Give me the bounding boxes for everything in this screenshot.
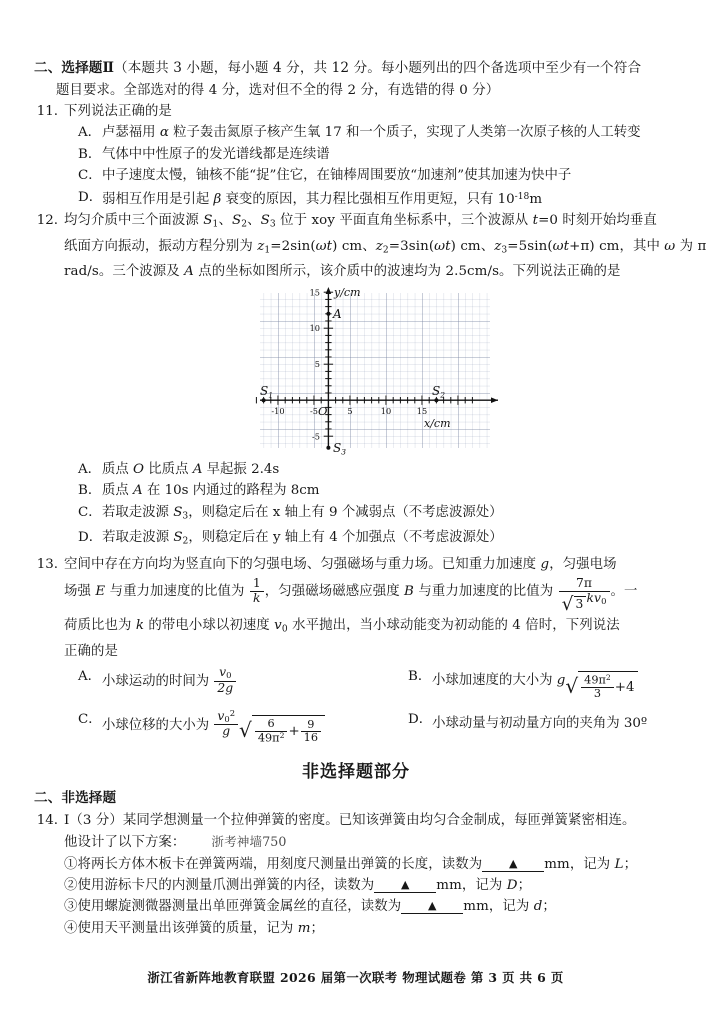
radicand-c bbox=[252, 715, 325, 747]
question-12-stem-line3 bbox=[64, 261, 706, 282]
q13-l2c: ，匀强磁场磁感应强度 bbox=[264, 584, 405, 600]
q13-option-label-b: B． bbox=[408, 669, 432, 685]
question-11-option-c bbox=[34, 165, 678, 186]
answer-blank-1[interactable]: ▲ bbox=[482, 857, 544, 872]
q12-z3-end: ) cm bbox=[589, 238, 620, 254]
q13-oc-den: g bbox=[222, 724, 231, 739]
q12-od-v1: S bbox=[173, 530, 183, 546]
frac2-kv: kv bbox=[586, 590, 602, 605]
y-axis-arrow bbox=[326, 287, 332, 294]
option-d-part2: 衰变的原因，其力程比强相互作用更短，只有 10 bbox=[221, 191, 515, 207]
q13-l3a: 荷质比也为 bbox=[64, 618, 136, 634]
frac1-denominator: k bbox=[253, 590, 261, 605]
q13-oc-num-v: v bbox=[217, 708, 225, 723]
q13-l2b: 与重力加速度的比值为 bbox=[105, 584, 249, 600]
section-2-heading-prefix: 二、选择题 bbox=[34, 60, 103, 76]
question-12-option-a bbox=[34, 459, 678, 480]
section-2-heading-paren-line1: （本题共 3 小题，每小题 4 分，共 12 分。每小题列出的四个备选项中至少有一个符合 bbox=[114, 60, 642, 76]
question-14-line2 bbox=[64, 831, 678, 853]
q14-i2c: ； bbox=[517, 878, 532, 894]
sqrt-expression-b bbox=[565, 671, 637, 703]
q13-option-text-b bbox=[432, 666, 638, 703]
question-12-number: 12. bbox=[36, 213, 58, 229]
point-s1 bbox=[262, 398, 266, 402]
q12-ob-v1: A bbox=[133, 483, 143, 499]
q12-option-text-c bbox=[102, 502, 503, 528]
question-12-stem-line2 bbox=[64, 236, 706, 262]
q12-point-a: A bbox=[184, 264, 194, 280]
q13-B-symbol: B bbox=[404, 584, 414, 600]
question-13-line3 bbox=[64, 615, 678, 641]
q12-z2-eq: =3sin( bbox=[388, 238, 435, 254]
q13-oc-f2-den: 49π bbox=[257, 731, 280, 745]
x-axis-label: x/cm bbox=[424, 416, 451, 430]
q12-z3: z bbox=[494, 238, 502, 254]
answer-blank-3[interactable]: ▲ bbox=[401, 899, 463, 914]
q13-oc-f2-den-sup: 2 bbox=[279, 730, 285, 740]
q13-ob-num-sup: 2 bbox=[605, 672, 611, 682]
q13-oc-f2-num: 6 bbox=[255, 718, 288, 732]
question-11-option-b bbox=[34, 144, 678, 165]
fraction-7pi-over-sqrt3kv0 bbox=[559, 577, 610, 615]
option-text-c: 中子速度太慢，铀核不能“捉”住它，在铀棒周围要放“加速剂”使其加速为快中子 bbox=[102, 168, 572, 184]
question-13-option-a bbox=[78, 666, 408, 703]
question-12-option-d bbox=[34, 527, 678, 553]
point-a bbox=[326, 312, 330, 316]
frac1-numerator: 1 bbox=[250, 577, 264, 592]
q13-ob-text: 小球加速度的大小为 bbox=[432, 673, 557, 689]
q13-l1-end: ，匀强电场 bbox=[549, 557, 617, 573]
part-2-title: 非选择题部分 bbox=[302, 762, 410, 783]
q14-l1: 某同学想测量一个拉伸弹簧的密度。已知该弹簧由均匀合金制成，每匝弹簧紧密相连。 bbox=[122, 812, 636, 828]
svg-text:10: 10 bbox=[309, 322, 320, 333]
question-13-line2 bbox=[64, 575, 678, 615]
option-label-c: C． bbox=[78, 168, 102, 184]
q12-l2b: ，其中 bbox=[619, 238, 665, 254]
question-12 bbox=[34, 210, 707, 283]
q12-option-label-b: B． bbox=[78, 483, 102, 499]
non-choice-section-heading: 二、非选择题 bbox=[34, 790, 117, 807]
question-14-item-3 bbox=[64, 896, 678, 917]
q14-roman: Ⅰ bbox=[64, 812, 70, 828]
question-14-item-4 bbox=[64, 918, 678, 939]
q14-i2b: mm，记为 bbox=[436, 878, 507, 894]
radical-sign-b: √ bbox=[565, 673, 579, 698]
q14-i1a: ①将两长方体木板卡在弹簧两端，用刻度尺测量出弹簧的长度，读数为 bbox=[64, 856, 483, 872]
option-d-unit: m bbox=[529, 191, 543, 207]
svg-text:-5: -5 bbox=[312, 431, 320, 442]
q13-option-label-a: A． bbox=[78, 669, 102, 685]
option-d-part1: 弱相互作用是引起 bbox=[102, 191, 214, 207]
q12-option-label-c: C． bbox=[78, 504, 102, 520]
q13-oa-num-sub: 0 bbox=[226, 670, 232, 681]
svg-text:5: 5 bbox=[314, 358, 320, 369]
q12-ob-pre: 质点 bbox=[102, 483, 134, 499]
plot-grid bbox=[260, 293, 490, 448]
question-11-option-d bbox=[34, 187, 678, 211]
point-s3-label: $S_3$ bbox=[333, 440, 347, 455]
frac2-numerator: 7π bbox=[559, 577, 610, 592]
point-s2 bbox=[434, 398, 438, 402]
option-text-a bbox=[102, 122, 641, 143]
question-13-options-row2 bbox=[34, 709, 678, 747]
q12-option-text-a bbox=[102, 459, 279, 480]
q13-l2a: 场强 bbox=[64, 584, 96, 600]
question-11-option-a bbox=[34, 122, 678, 143]
q12-s3-sub: 3 bbox=[269, 219, 276, 230]
origin-label: O bbox=[318, 403, 328, 418]
q12-sep1: 、 bbox=[218, 213, 232, 229]
fraction-9-over-16 bbox=[301, 719, 321, 745]
q13-oc-f3-den: 16 bbox=[303, 731, 318, 745]
fraction-v0sq-over-g bbox=[214, 709, 238, 739]
q12-sep2: 、 bbox=[247, 213, 261, 229]
frac2-kv-sub: 0 bbox=[601, 595, 607, 606]
q12-t-eq: =0 bbox=[538, 213, 559, 229]
svg-text:-5: -5 bbox=[310, 405, 318, 416]
radicand-b bbox=[578, 671, 637, 703]
q12-oc-pre: 若取走波源 bbox=[102, 504, 174, 520]
q14-i1c: ； bbox=[623, 856, 638, 872]
q12-s1-sub: 1 bbox=[212, 219, 219, 230]
q12-ob-post: 在 10s 内通过的路程为 8cm bbox=[142, 483, 320, 499]
point-s2-label: $S_2$ bbox=[432, 383, 446, 400]
point-s1-label: $S_1$ bbox=[260, 383, 274, 400]
question-14 bbox=[34, 810, 678, 939]
q12-l2c: 为 π bbox=[675, 238, 707, 254]
q12-t-symbol: t bbox=[532, 213, 539, 229]
q14-i2a: ②使用游标卡尺的内测量爪测出弹簧的内径，读数为 bbox=[64, 878, 375, 894]
q12-od-post: ，则稳定后在 y 轴上有 4 个加强点（不考虑波源处） bbox=[188, 530, 503, 546]
radical-sign: √ bbox=[561, 593, 574, 615]
q12-z1-sub: 1 bbox=[264, 245, 271, 256]
q13-g-symbol: g bbox=[540, 557, 550, 573]
q13-ob-g: g bbox=[556, 673, 566, 689]
section-2-heading bbox=[34, 58, 678, 80]
sqrt-3 bbox=[562, 595, 587, 616]
fraction-6-over-49pi2 bbox=[255, 718, 288, 745]
question-13-options-row1 bbox=[34, 666, 678, 703]
question-14-line1 bbox=[64, 810, 678, 831]
q12-s2: S bbox=[231, 213, 242, 229]
q12-option-text-d bbox=[102, 527, 503, 553]
q12-l2a: 纸面方向振动，振动方程分别为 bbox=[64, 238, 258, 254]
section-2-heading-numeral: Ⅱ bbox=[102, 60, 115, 76]
point-a-label: A bbox=[333, 306, 342, 321]
q12-l1c: 时刻开始均垂直 bbox=[558, 213, 657, 229]
q12-z2-end: ) cm bbox=[450, 238, 481, 254]
radical-sign-c: √ bbox=[239, 718, 252, 743]
question-14-item-2 bbox=[64, 875, 678, 896]
option-label-a: A． bbox=[78, 125, 102, 141]
q13-ob-plus: +4 bbox=[614, 679, 635, 695]
question-12-option-b bbox=[34, 480, 678, 501]
svg-text:5: 5 bbox=[347, 405, 353, 416]
q14-i1b: mm，记为 bbox=[544, 856, 615, 872]
q13-l2e: 。一 bbox=[610, 584, 638, 600]
fraction-49pi2-over-3 bbox=[581, 674, 614, 701]
page-content bbox=[34, 58, 707, 939]
q12-z2: z bbox=[375, 238, 383, 254]
q12-z3-sub: 3 bbox=[501, 245, 508, 256]
x-axis-arrow bbox=[491, 397, 498, 403]
question-13-option-b bbox=[408, 666, 678, 703]
q14-i3a: ③使用螺旋测微器测量出单匝弹簧金属丝的直径，读数为 bbox=[64, 899, 402, 915]
q13-oc-num-sup: 2 bbox=[229, 707, 236, 718]
q12-oa-v1: O bbox=[133, 461, 145, 477]
q12-z1-end: ) cm bbox=[332, 238, 363, 254]
q14-i3b: mm，记为 bbox=[463, 899, 534, 915]
q13-oa-text: 小球运动的时间为 bbox=[102, 674, 214, 690]
q13-option-label-c: C． bbox=[78, 711, 102, 727]
q12-option-label-d: D． bbox=[78, 530, 103, 546]
q12-z3-eq: =5sin( bbox=[507, 238, 553, 254]
q12-l3a: rad/s。三个波源及 bbox=[64, 264, 185, 280]
q13-l3b: 的带电小球以初速度 bbox=[144, 618, 275, 634]
q13-option-text-a bbox=[102, 666, 237, 703]
q12-s2-sub: 2 bbox=[241, 219, 248, 230]
q14-i3-var: d bbox=[533, 899, 543, 915]
q12-s1: S bbox=[203, 213, 213, 229]
q12-od-v1-sub: 2 bbox=[182, 536, 189, 547]
figure-wave-sources bbox=[34, 285, 678, 457]
question-13-option-d bbox=[408, 709, 678, 747]
option-label-d: D． bbox=[78, 189, 103, 205]
question-14-item-1 bbox=[64, 854, 678, 875]
option-d-exponent: -18 bbox=[514, 191, 530, 202]
q13-ob-den: 3 bbox=[593, 686, 602, 700]
question-13-line4: 正确的是 bbox=[64, 643, 118, 659]
q12-l3b: 点的坐标如图所示，该介质中的波速均为 2.5cm/s。下列说法正确的是 bbox=[193, 264, 621, 280]
section-2-heading-line2: 题目要求。全部选对的得 4 分，选对但不全的得 2 分，有选错的得 0 分） bbox=[56, 82, 500, 98]
svg-text:-10: -10 bbox=[271, 405, 285, 416]
q14-i4a: ④使用天平测量出该弹簧的质量，记为 bbox=[64, 920, 298, 936]
q13-v0-sub: 0 bbox=[281, 624, 288, 635]
q12-omega-sym: ω bbox=[664, 238, 676, 254]
q12-z3-plus: +π bbox=[569, 238, 590, 254]
q12-l1b: 位于 xoy 平面直角坐标系中，三个波源从 bbox=[275, 213, 533, 229]
q14-i1-var: L bbox=[614, 856, 624, 872]
option-text-d bbox=[102, 187, 542, 211]
q13-v0: v bbox=[274, 618, 282, 634]
option-a-part1: 卢瑟福用 bbox=[102, 125, 160, 141]
q13-oa-den: 2g bbox=[217, 680, 234, 695]
q12-omega3: ωt bbox=[552, 238, 570, 254]
q14-i3c: ； bbox=[542, 899, 556, 915]
question-11 bbox=[34, 101, 678, 122]
q12-sep3: 、 bbox=[362, 238, 376, 254]
q13-l2d: 与重力加速度的比值为 bbox=[414, 584, 558, 600]
q13-option-text-c bbox=[102, 709, 325, 747]
alpha-symbol: α bbox=[159, 125, 169, 141]
q13-ob-num: 49π bbox=[584, 673, 606, 687]
q12-option-label-a: A． bbox=[78, 461, 102, 477]
q12-z1: z bbox=[257, 238, 265, 254]
q12-z2-sub: 2 bbox=[382, 245, 389, 256]
q14-score: （3 分） bbox=[69, 812, 123, 828]
question-12-stem-line1 bbox=[64, 210, 706, 236]
svg-text:10: 10 bbox=[380, 405, 392, 416]
question-13-line1 bbox=[64, 554, 678, 575]
q12-oa-post: 早起振 2.4s bbox=[202, 461, 280, 477]
option-a-part2: 粒子轰击氮原子核产生氧 17 和一个质子，实现了人类第一次原子核的人工转变 bbox=[168, 125, 641, 141]
option-text-b: 气体中中性原子的发光谱线都是连续谱 bbox=[102, 146, 330, 162]
radicand: 3 bbox=[574, 596, 587, 612]
q14-i4c: ； bbox=[310, 920, 325, 936]
q13-oc-f3-num: 9 bbox=[301, 719, 321, 733]
q14-l2: 他设计了以下方案： bbox=[64, 835, 186, 851]
q14-i2-var: D bbox=[506, 878, 518, 894]
sqrt-expression-c bbox=[239, 715, 325, 747]
q14-i4-var: m bbox=[297, 920, 311, 936]
q13-k-symbol: k bbox=[135, 618, 145, 634]
q13-oc-plus: + bbox=[288, 724, 300, 740]
question-13-option-c bbox=[78, 709, 408, 747]
svg-text:15: 15 bbox=[416, 405, 428, 416]
wave-source-coordinate-plot bbox=[242, 285, 512, 455]
q12-oa-mid: 比质点 bbox=[144, 461, 193, 477]
y-axis-label: y/cm bbox=[334, 285, 361, 299]
page-footer: 浙江省新阵地教育联盟 2026 届第一次联考 物理试题卷 第 3 页 共 6 页 bbox=[147, 970, 564, 985]
question-11-stem: 下列说法正确的是 bbox=[64, 104, 172, 119]
q12-omega2: ωt bbox=[434, 238, 451, 254]
q13-oa-num-v: v bbox=[219, 665, 227, 680]
question-13-number: 13. bbox=[36, 557, 58, 573]
q12-sep4: 、 bbox=[480, 238, 495, 254]
q13-option-label-d: D． bbox=[408, 711, 433, 727]
q12-oa-pre: 质点 bbox=[102, 461, 134, 477]
q13-oc-text: 小球位移的大小为 bbox=[102, 717, 214, 733]
q12-z1-eq: =2sin( bbox=[270, 238, 316, 254]
question-12-option-c bbox=[34, 502, 678, 528]
q12-oc-v1-sub: 3 bbox=[182, 510, 189, 521]
q12-oc-post: ，则稳定后在 x 轴上有 9 个减弱点（不考虑波源处） bbox=[188, 504, 503, 520]
fraction-1-over-k bbox=[250, 577, 264, 606]
q12-l1a: 均匀介质中三个面波源 bbox=[64, 213, 204, 229]
q13-option-text-d: 小球动量与初动量方向的夹角为 30º bbox=[432, 715, 648, 731]
question-14-number: 14. bbox=[36, 812, 58, 828]
option-label-b: B． bbox=[78, 146, 102, 162]
watermark-text: 浙考神墙750 bbox=[211, 834, 287, 850]
q12-oc-v1: S bbox=[173, 504, 183, 520]
q13-l1: 空间中存在方向均为竖直向下的匀强电场、匀强磁场与重力场。已知重力加速度 bbox=[64, 557, 541, 573]
q13-oc-num-sub: 0 bbox=[224, 713, 230, 724]
q13-l3c: 水平抛出，当小球动能变为初动能的 4 倍时，下列说法 bbox=[287, 618, 620, 634]
answer-blank-2[interactable]: ▲ bbox=[374, 878, 436, 893]
fraction-v0-over-2g bbox=[214, 666, 236, 695]
q12-oa-v2: A bbox=[192, 461, 203, 477]
q12-option-text-b bbox=[102, 480, 320, 501]
q12-s3: S bbox=[260, 213, 270, 229]
question-13 bbox=[34, 554, 678, 662]
q12-od-pre: 若取走波源 bbox=[102, 530, 174, 546]
q12-omega1: ωt bbox=[315, 238, 333, 254]
point-s3 bbox=[326, 446, 330, 450]
svg-text:15: 15 bbox=[309, 287, 320, 298]
beta-symbol: β bbox=[213, 191, 222, 207]
question-11-number: 11. bbox=[36, 104, 58, 119]
q13-E-symbol: E bbox=[95, 584, 106, 600]
